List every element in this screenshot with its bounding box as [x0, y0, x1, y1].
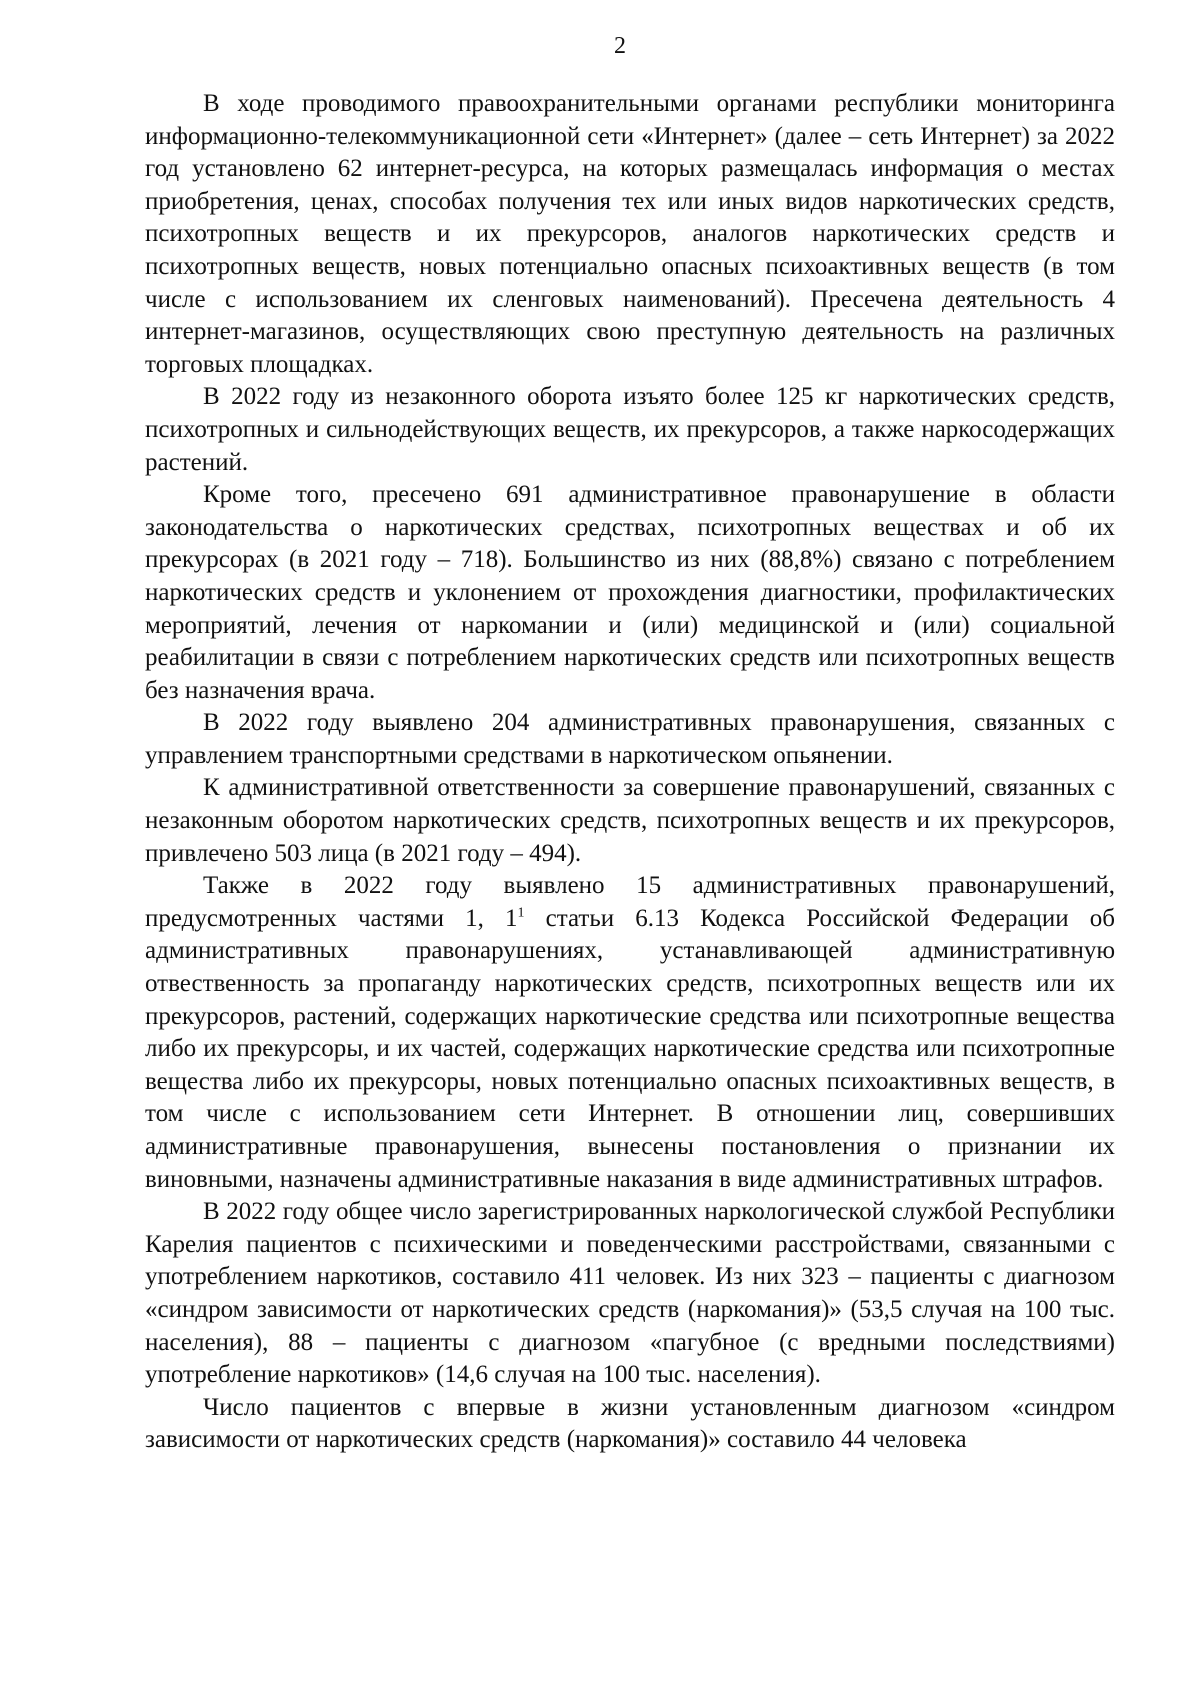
paragraph-registered-patients: В 2022 году общее число зарегистрированных наркологической службой Республики Карелия пациентов с психическими и поведенческими расстройствами, связанными с употреблением наркотиков, составило 411 человек. Из них 323 – пациенты с диагнозом «синдром зависимости от наркотических средств (наркомания)» (53,5 случая на 100 тыс. населения), 88 – пациенты с диагнозом «пагубное (с вредными последствиями) употребление наркотиков» (14,6 случая на 100 тыс. населения).: [145, 1198, 1115, 1389]
superscript-marker: 1: [517, 905, 525, 921]
paragraph-administrative-offenses: Кроме того, пресечено 691 административное правонарушение в области законодательства о наркотических средствах, психотропных веществах и об их прекурсорах (в 2021 году – 718). Большинство из них (88,8%) связано с потреблением наркотических средств и уклонением от прохождения диагностики, профилактических мероприятий, лечения от наркомании и (или) медицинской и (или) социальной реабилитации в связи с потреблением наркотических средств или психотропных веществ без назначения врача.: [145, 481, 1115, 704]
paragraph-driving-offenses: В 2022 году выявлено 204 административных правонарушения, связанных с управлением транспортными средствами в наркотическом опьянении.: [145, 709, 1115, 769]
paragraph-propaganda-offenses: [145, 870, 1115, 1196]
paragraph-propaganda-text-after: статьи 6.13 Кодекса Российской Федерации об административных правонарушениях, устанавливающей административную отвественность за пропаганду наркотических средств, психотропных веществ или их прекурсоров, растений, содержащих наркотические средства или психотропные вещества либо их прекурсоры, и их частей, содержащих наркотические средства или психотропные вещества либо их прекурсоры, новых потенциально опасных психоактивных веществ, в том числе с использованием сети Интернет. В отношении лиц, совершивших административные правонарушения, вынесены постановления о признании их виновными, назначены административные наказания в виде административных штрафов.: [145, 904, 1115, 1193]
paragraph-propaganda-text-before: Также в 2022 году выявлено 15 административных правонарушений, предусмотренных частями 1, 1: [145, 872, 1115, 932]
paragraph-persons-liable: К административной ответственности за совершение правонарушений, связанных с незаконным оборотом наркотических средств, психотропных веществ и их прекурсоров, привлечено 503 лица (в 2021 году – 494).: [145, 774, 1115, 867]
paragraph-seizures: В 2022 году из незаконного оборота изъято более 125 кг наркотических средств, психотропных и сильнодействующих веществ, их прекурсоров, а также наркосодержащих растений.: [145, 383, 1115, 476]
paragraph-new-diagnoses: Число пациентов с впервые в жизни установленным диагнозом «синдром зависимости от наркотических средств (наркомания)» составило 44 человека: [145, 1393, 1115, 1454]
page-number: 2: [614, 33, 626, 59]
document-body: [145, 88, 1115, 1457]
paragraph-internet-monitoring: В ходе проводимого правоохранительными органами республики мониторинга информационно-телекоммуникационной сети «Интернет» (далее – сеть Интернет) за 2022 год установлено 62 интернет-ресурса, на которых размещалась информация о местах приобретения, ценах, способах получения тех или иных видов наркотических средств, психотропных веществ и их прекурсоров, аналогов наркотических средств и психотропных веществ, новых потенциально опасных психоактивных веществ (в том числе с использованием их сленговых наименований). Пресечена деятельность 4 интернет-магазинов, осуществляющих свою преступную деятельность на различных торговых площадках.: [145, 90, 1115, 378]
